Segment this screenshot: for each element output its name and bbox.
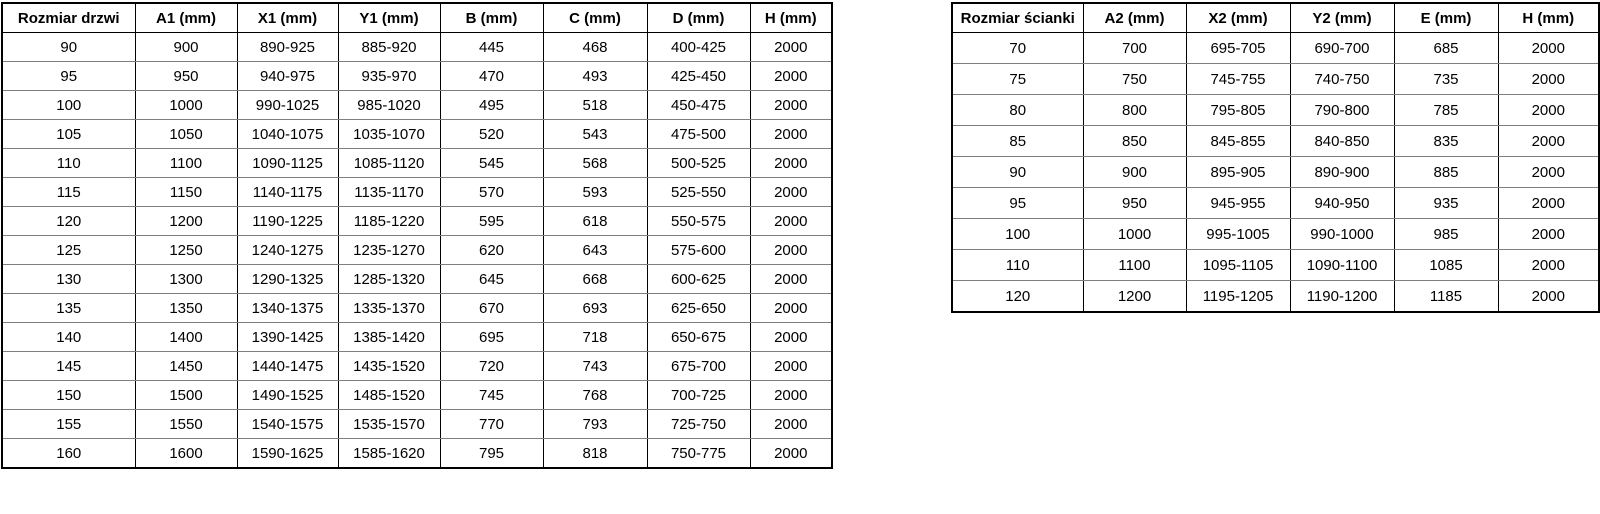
- table-cell: 695: [440, 323, 543, 352]
- table-cell: 1285-1320: [338, 265, 440, 294]
- table-cell: 2000: [750, 265, 832, 294]
- table-cell: 1250: [135, 236, 237, 265]
- table-cell: 1585-1620: [338, 439, 440, 469]
- table-row: [2, 33, 832, 62]
- table-cell: 718: [543, 323, 647, 352]
- table-cell: 950: [1083, 188, 1186, 219]
- table-cell: 2000: [1498, 219, 1599, 250]
- table-cell: 500-525: [647, 149, 750, 178]
- table-cell: 110: [952, 250, 1083, 281]
- table-cell: 1085-1120: [338, 149, 440, 178]
- table-cell: 945-955: [1186, 188, 1290, 219]
- table-cell: 1040-1075: [237, 120, 338, 149]
- table-cell: 1550: [135, 410, 237, 439]
- header-row: [2, 3, 832, 33]
- header-row: [952, 3, 1599, 33]
- table-cell: 695-705: [1186, 33, 1290, 64]
- table-cell: 1540-1575: [237, 410, 338, 439]
- table-cell: 675-700: [647, 352, 750, 381]
- table-cell: 1050: [135, 120, 237, 149]
- table-cell: 750-775: [647, 439, 750, 469]
- table-cell: 543: [543, 120, 647, 149]
- column-header: Y2 (mm): [1290, 3, 1394, 33]
- table-cell: 1135-1170: [338, 178, 440, 207]
- table-row: [2, 149, 832, 178]
- table-cell: 1190-1200: [1290, 281, 1394, 313]
- table-cell: 1140-1175: [237, 178, 338, 207]
- table-cell: 2000: [1498, 250, 1599, 281]
- table-cell: 700-725: [647, 381, 750, 410]
- table-cell: 2000: [750, 207, 832, 236]
- table-cell: 618: [543, 207, 647, 236]
- table-cell: 2000: [750, 352, 832, 381]
- door-size-table: [1, 2, 833, 469]
- column-header: H (mm): [750, 3, 832, 33]
- table-cell: 545: [440, 149, 543, 178]
- table-row: [2, 323, 832, 352]
- column-header: E (mm): [1394, 3, 1498, 33]
- table-cell: 450-475: [647, 91, 750, 120]
- table-cell: 770: [440, 410, 543, 439]
- table-cell: 690-700: [1290, 33, 1394, 64]
- table-cell: 570: [440, 178, 543, 207]
- table-cell: 785: [1394, 95, 1498, 126]
- table-cell: 75: [952, 64, 1083, 95]
- table-cell: 700: [1083, 33, 1186, 64]
- table-cell: 1340-1375: [237, 294, 338, 323]
- table-cell: 575-600: [647, 236, 750, 265]
- table-cell: 818: [543, 439, 647, 469]
- table-cell: 70: [952, 33, 1083, 64]
- column-header: D (mm): [647, 3, 750, 33]
- table-cell: 470: [440, 62, 543, 91]
- table-cell: 940-950: [1290, 188, 1394, 219]
- table-cell: 890-900: [1290, 157, 1394, 188]
- table-cell: 1000: [135, 91, 237, 120]
- table-cell: 1335-1370: [338, 294, 440, 323]
- table-cell: 900: [135, 33, 237, 62]
- table-cell: 568: [543, 149, 647, 178]
- table-cell: 625-650: [647, 294, 750, 323]
- table-cell: 1200: [135, 207, 237, 236]
- table-cell: 950: [135, 62, 237, 91]
- table-cell: 150: [2, 381, 135, 410]
- table-cell: 1385-1420: [338, 323, 440, 352]
- table-cell: 1290-1325: [237, 265, 338, 294]
- table-cell: 1185-1220: [338, 207, 440, 236]
- table-cell: 620: [440, 236, 543, 265]
- column-header: X1 (mm): [237, 3, 338, 33]
- table-cell: 2000: [750, 294, 832, 323]
- table-row: [2, 381, 832, 410]
- table-cell: 595: [440, 207, 543, 236]
- table-cell: 2000: [750, 323, 832, 352]
- table-row: [2, 352, 832, 381]
- table-cell: 2000: [1498, 188, 1599, 219]
- table-cell: 1090-1100: [1290, 250, 1394, 281]
- table-cell: 793: [543, 410, 647, 439]
- table-cell: 2000: [750, 62, 832, 91]
- table-cell: 1190-1225: [237, 207, 338, 236]
- table-cell: 115: [2, 178, 135, 207]
- table-cell: 2000: [750, 381, 832, 410]
- table-cell: 1085: [1394, 250, 1498, 281]
- column-header: A1 (mm): [135, 3, 237, 33]
- table-cell: 80: [952, 95, 1083, 126]
- table-cell: 1300: [135, 265, 237, 294]
- table-cell: 1090-1125: [237, 149, 338, 178]
- wall-panel-size-table: [951, 2, 1600, 313]
- table-cell: 2000: [750, 439, 832, 469]
- table-cell: 800: [1083, 95, 1186, 126]
- table-cell: 850: [1083, 126, 1186, 157]
- table-cell: 1600: [135, 439, 237, 469]
- table-cell: 100: [2, 91, 135, 120]
- table-row: [2, 120, 832, 149]
- table-cell: 2000: [750, 178, 832, 207]
- table-cell: 1000: [1083, 219, 1186, 250]
- table-cell: 445: [440, 33, 543, 62]
- table-cell: 835: [1394, 126, 1498, 157]
- table-cell: 670: [440, 294, 543, 323]
- table-cell: 995-1005: [1186, 219, 1290, 250]
- table-cell: 468: [543, 33, 647, 62]
- table-cell: 110: [2, 149, 135, 178]
- table-cell: 550-575: [647, 207, 750, 236]
- table-row: [2, 91, 832, 120]
- table-cell: 1200: [1083, 281, 1186, 313]
- table-cell: 990-1025: [237, 91, 338, 120]
- table-row: [2, 294, 832, 323]
- table-cell: 475-500: [647, 120, 750, 149]
- table-cell: 1440-1475: [237, 352, 338, 381]
- table-cell: 135: [2, 294, 135, 323]
- table-cell: 520: [440, 120, 543, 149]
- table-cell: 1095-1105: [1186, 250, 1290, 281]
- table-cell: 790-800: [1290, 95, 1394, 126]
- column-header: Rozmiar drzwi: [2, 3, 135, 33]
- table-cell: 1195-1205: [1186, 281, 1290, 313]
- table-cell: 1035-1070: [338, 120, 440, 149]
- table-row: [952, 157, 1599, 188]
- table-cell: 1400: [135, 323, 237, 352]
- table-cell: 600-625: [647, 265, 750, 294]
- table-cell: 768: [543, 381, 647, 410]
- table-cell: 750: [1083, 64, 1186, 95]
- table-cell: 650-675: [647, 323, 750, 352]
- table-cell: 85: [952, 126, 1083, 157]
- table-cell: 720: [440, 352, 543, 381]
- table-cell: 95: [2, 62, 135, 91]
- table-cell: 895-905: [1186, 157, 1290, 188]
- table-cell: 2000: [750, 410, 832, 439]
- table-cell: 2000: [1498, 95, 1599, 126]
- table-cell: 643: [543, 236, 647, 265]
- table-row: [2, 178, 832, 207]
- column-header: Y1 (mm): [338, 3, 440, 33]
- table-cell: 1100: [1083, 250, 1186, 281]
- table-cell: 1100: [135, 149, 237, 178]
- table-cell: 990-1000: [1290, 219, 1394, 250]
- table-cell: 140: [2, 323, 135, 352]
- table-cell: 400-425: [647, 33, 750, 62]
- table-cell: 845-855: [1186, 126, 1290, 157]
- table-cell: 745-755: [1186, 64, 1290, 95]
- table-cell: 518: [543, 91, 647, 120]
- table-row: [952, 95, 1599, 126]
- table-row: [2, 236, 832, 265]
- table-cell: 2000: [750, 236, 832, 265]
- table-cell: 740-750: [1290, 64, 1394, 95]
- table-row: [952, 250, 1599, 281]
- table-cell: 525-550: [647, 178, 750, 207]
- table-cell: 1435-1520: [338, 352, 440, 381]
- table-cell: 160: [2, 439, 135, 469]
- table-cell: 1390-1425: [237, 323, 338, 352]
- table-row: [952, 219, 1599, 250]
- table-cell: 125: [2, 236, 135, 265]
- table-cell: 130: [2, 265, 135, 294]
- table-cell: 1150: [135, 178, 237, 207]
- table-row: [2, 410, 832, 439]
- table-cell: 743: [543, 352, 647, 381]
- table-cell: 1590-1625: [237, 439, 338, 469]
- table-cell: 940-975: [237, 62, 338, 91]
- table-cell: 155: [2, 410, 135, 439]
- column-header: C (mm): [543, 3, 647, 33]
- table-cell: 120: [952, 281, 1083, 313]
- table-row: [2, 62, 832, 91]
- table-cell: 985: [1394, 219, 1498, 250]
- table-cell: 693: [543, 294, 647, 323]
- table-cell: 885-920: [338, 33, 440, 62]
- table-row: [2, 439, 832, 469]
- table-cell: 1240-1275: [237, 236, 338, 265]
- table-cell: 935: [1394, 188, 1498, 219]
- table-cell: 885: [1394, 157, 1498, 188]
- table-row: [952, 126, 1599, 157]
- table-row: [2, 207, 832, 236]
- table-cell: 145: [2, 352, 135, 381]
- table-cell: 95: [952, 188, 1083, 219]
- table-cell: 668: [543, 265, 647, 294]
- table-cell: 935-970: [338, 62, 440, 91]
- column-header: X2 (mm): [1186, 3, 1290, 33]
- table-cell: 2000: [750, 120, 832, 149]
- table-row: [952, 33, 1599, 64]
- table-cell: 495: [440, 91, 543, 120]
- table-cell: 2000: [750, 33, 832, 62]
- table-cell: 1500: [135, 381, 237, 410]
- column-header: H (mm): [1498, 3, 1599, 33]
- table-cell: 985-1020: [338, 91, 440, 120]
- table-cell: 890-925: [237, 33, 338, 62]
- table-cell: 1490-1525: [237, 381, 338, 410]
- table-cell: 105: [2, 120, 135, 149]
- table-cell: 685: [1394, 33, 1498, 64]
- table-cell: 2000: [750, 91, 832, 120]
- table-cell: 745: [440, 381, 543, 410]
- column-header: A2 (mm): [1083, 3, 1186, 33]
- column-header: B (mm): [440, 3, 543, 33]
- table-cell: 100: [952, 219, 1083, 250]
- table-cell: 2000: [1498, 64, 1599, 95]
- table-row: [952, 64, 1599, 95]
- table-cell: 2000: [1498, 126, 1599, 157]
- table-cell: 1450: [135, 352, 237, 381]
- table-cell: 725-750: [647, 410, 750, 439]
- table-cell: 900: [1083, 157, 1186, 188]
- column-header: Rozmiar ścianki: [952, 3, 1083, 33]
- table-cell: 1485-1520: [338, 381, 440, 410]
- table-cell: 2000: [1498, 157, 1599, 188]
- table-cell: 1235-1270: [338, 236, 440, 265]
- table-cell: 425-450: [647, 62, 750, 91]
- table-cell: 795: [440, 439, 543, 469]
- table-cell: 90: [2, 33, 135, 62]
- table-cell: 593: [543, 178, 647, 207]
- table-cell: 1535-1570: [338, 410, 440, 439]
- table-cell: 645: [440, 265, 543, 294]
- table-cell: 120: [2, 207, 135, 236]
- table-cell: 735: [1394, 64, 1498, 95]
- table-cell: 840-850: [1290, 126, 1394, 157]
- table-cell: 2000: [750, 149, 832, 178]
- table-cell: 493: [543, 62, 647, 91]
- table-row: [952, 281, 1599, 313]
- table-row: [2, 265, 832, 294]
- table-cell: 1350: [135, 294, 237, 323]
- table-cell: 2000: [1498, 281, 1599, 313]
- table-cell: 795-805: [1186, 95, 1290, 126]
- table-cell: 90: [952, 157, 1083, 188]
- table-cell: 1185: [1394, 281, 1498, 313]
- table-row: [952, 188, 1599, 219]
- table-cell: 2000: [1498, 33, 1599, 64]
